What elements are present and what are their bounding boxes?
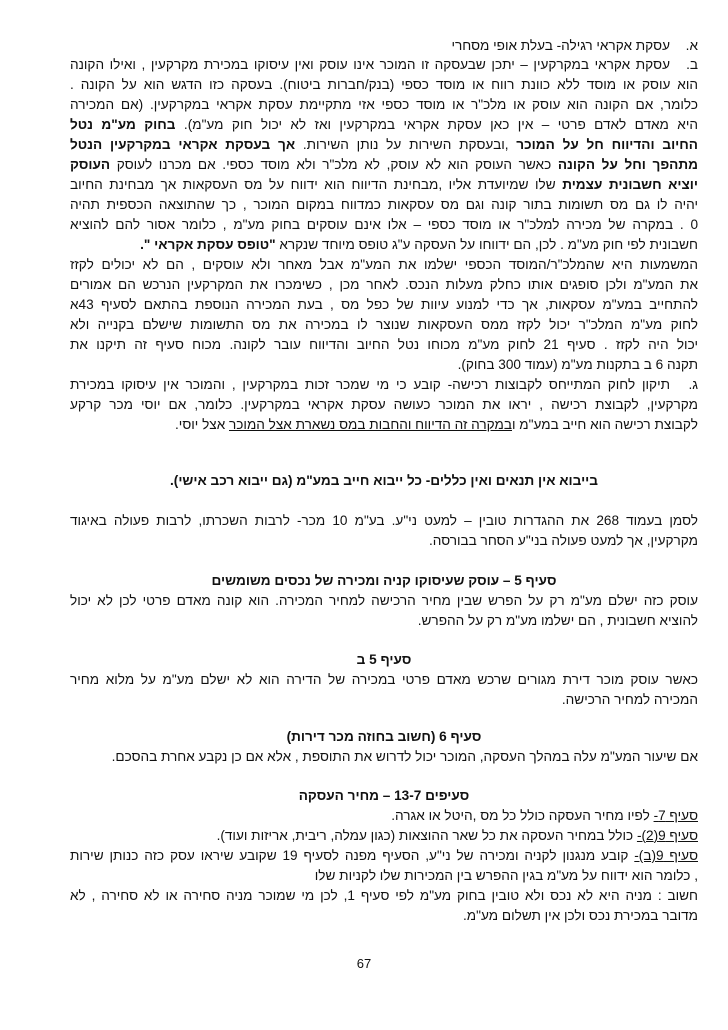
page-number: 67 (356, 956, 372, 971)
section-5b-line: המכירה למחיר הרכישה. (561, 692, 698, 707)
section-b-line: תקנה 6 ב בתקנות מע"מ (עמוד 300 בחוק). (457, 357, 698, 372)
section-c-line: לקבוצת רכישה הוא חייב במע"מ ובמקרה זה הדיווח והחבות במס נשארת אצל המוכר אצל יוסי. (175, 417, 698, 432)
section-5-line: להוציא חשבונית , הם ישלמו מע"מ רק על ההפרש. (417, 613, 698, 628)
section-b-line: יהיה לו גם מס תשומות בתור קונה וגם מס עסקאות כמדווח במקום המוכר , כך שהתוצאה הכספית תהיה (70, 197, 698, 212)
section-b-line: יוציא חשבונית עצמית שלו שמיועדת אליו ,מבחינת הדיווח הוא ידווח על מס העסקאות אך מבחינת החיוב (70, 177, 698, 192)
section-5-line: עוסק כזה ישלם מע"מ רק על הפרש שבין מחיר הרכישה למחיר המכירה. הוא קונה מאדם פרטי לכן לא יכול (70, 593, 698, 608)
section-b-line: יכול היה לקזז . סעיף 21 לחוק מע"מ מכוחו נטל החיוב והדיווח עובר לקונה. מכוח סעיף זה תיקנו את (70, 337, 698, 352)
section-b-line: את המע"מ ולכן סופגים אותו כחלק מעלות הנכס. לאחר מכן , כשימכרו את המקרקעין הנרכש הם אמורים (70, 277, 698, 292)
section-b-line: מתהפך וחל על הקונה כאשר העוסק הוא לא עוסק, לא מלכ"ר ולא מוסד כספי. אם מכרנו לעוסק העוסק (70, 157, 698, 172)
definitions-line: מקרקעין, אך למעט פעולה בני"ע הסחר בבורסה. (428, 533, 698, 548)
section-c-line: ג.תיקון לחוק המתייחס לקבוצות רכישה- קובע כי מי שמכר זכות במקרקעין , והמוכר אין עיסוקו במכירת (70, 377, 698, 392)
section-c-line: מקרקעין, לקבוצת רכישה , יראו את המוכר כעושה עסקת אקראי במקרקעין. כלומר, אם יוסי מכר קרקע (70, 397, 698, 412)
definitions-line: לסמן בעמוד 268 את ההגדרות טובין – למעט ני"ע. בע"מ 10 מכר- לרבות השכרתו, לרבות פעולה באיגוד (70, 513, 698, 528)
section-b-line: החיוב והדיווח חל על המוכר ,ובעסקת השירות על נותן השירות. אך בעסקת אקראי במקרקעין הנטל (70, 137, 698, 152)
section-b-line: כלומר, אם הקונה הוא עוסק או מלכ"ר או מוסד כספי אזי מתקיימת עסקת אקראי במקרקעין. (אם המכירה (70, 97, 698, 112)
section-5-heading: סעיף 5 – עוסק שעיסוקו קניה ומכירה של נכסים משומשים (211, 573, 557, 588)
important-note-line: חשוב : מניה היא לא נכס ולא טובין בחוק מע"מ לפי סעיף 1, לכן מי שמוכר מניה סחירה או לא סחירה , לא (70, 888, 698, 903)
section-b-line: להתחייב במע"מ עסקאות, אך כדי למנוע עיוות של כפל מס , בעת המכירה הנוספת בהתאם לסעיף 43א (70, 297, 698, 312)
import-heading: בייבוא אין תנאים ואין כללים- כל ייבוא חייב במע"מ (גם ייבוא רכב אישי). (170, 473, 598, 488)
important-note-line: מדובר במכירת נכס ולכן אין תשלום מע"מ. (463, 908, 698, 923)
list-marker-b: ב. (686, 57, 698, 72)
section-5b-heading: סעיף 5 ב (356, 652, 412, 667)
section-7-13-heading: סעיפים 13-7 – מחיר העסקה (298, 788, 470, 803)
list-marker-c: ג. (688, 377, 698, 392)
section-9-2-line: סעיף 9(2)- כולל במחיר העסקה את כל שאר ההוצאות (כגון עמלה, ריבית, אריזות ועוד). (216, 828, 698, 843)
section-b-line: היא מאדם לאדם פרטי – אין כאן עסקת אקראי במקרקעין ואז לא יכול חוק מע"מ). בחוק מע"מ נטל (70, 117, 698, 132)
section-6-line: אם שיעור המע"מ עלה במהלך העסקה, המוכר יכול לדרוש את התוספת , אלא אם כן נקבע אחרת בהסכם. (111, 749, 698, 764)
list-marker-a: א. (685, 38, 698, 53)
section-b-line: חשבונית לפי חוק מע"מ . לכן, הם ידווחו על העסקה ע"ג טופס מיוחד שנקרא "טופס עסקת אקראי ". (140, 237, 698, 252)
section-b-line: ב.עסקת אקראי במקרקעין – יתכן שבעסקה זו המוכר אינו עוסק ואין עיסוקו במכירת מקרקעין , ואילו הקונה (70, 57, 698, 72)
section-6-heading: סעיף 6 (חשוב בחוזה מכר דירות) (286, 729, 482, 744)
section-b-line: הוא עוסק או מוסד ללא כוונת רווח או מוסד כספי (בנק/חברות ביטוח). בעסקה כזו הדגש הוא על הקונה . (70, 77, 698, 92)
section-9b-line: סעיף 9(ב)- קובע מנגנון לקניה ומכירה של ני"ע, הסעיף מפנה לסעיף 19 שקובע שיראו עסק כזה כנותן שירות (70, 848, 698, 863)
section-b-line: לחוק מע"מ המלכ"ר יכול לקזז ממס העסקאות שנוצר לו במכירה את מס התשומות שישלם בקנייה ולא (70, 317, 698, 332)
section-b-line: 0 . במקרה של מכירה למלכ"ר או מוסד כספי – אלו אינם עוסקים בחוק מע"מ , כלומר אסור להם להוציא (70, 217, 698, 232)
section-b-line: המשמעות היא שהמלכ"ר/המוסד הכספי ישלמו את המע"מ אבל מאחר ולא עוסקים , הם לא יכולים לקזז (70, 257, 698, 272)
section-7-line: סעיף 7- לפיו מחיר העסקה כולל כל מס ,היטל או אגרה. (391, 808, 698, 823)
section-5b-line: כאשר עוסק מוכר דירת מגורים שרכש מאדם פרטי במכירה של הדירה הוא לא ישלם מע"מ על מלוא מחיר (70, 672, 698, 687)
section-9b-line: , כלומר הוא ידווח על מע"מ בגין ההפרש בין המכירות שלו לקניות שלו (314, 868, 698, 883)
section-a-line: א.עסקת אקראי רגילה- בעלת אופי מסחרי (451, 38, 698, 53)
